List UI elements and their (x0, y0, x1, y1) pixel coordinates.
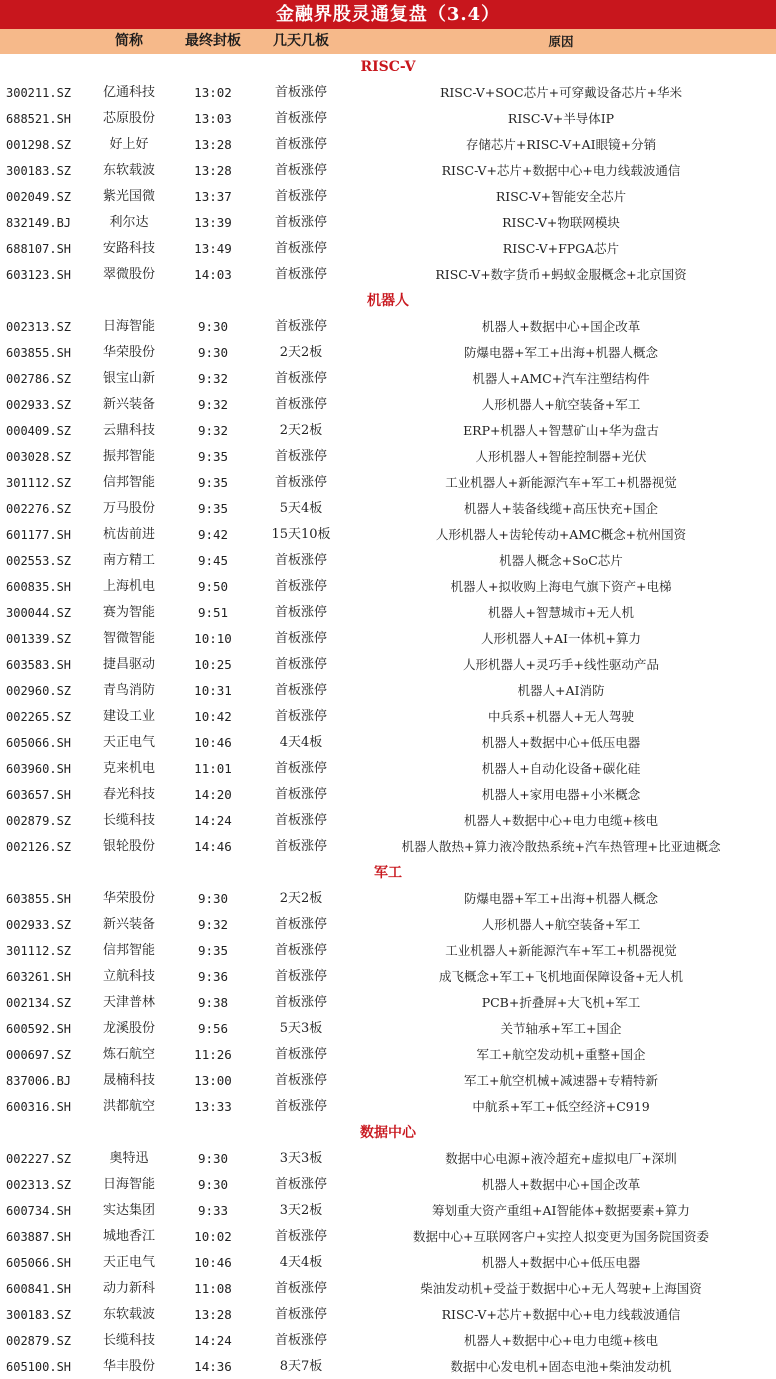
stock-name: 动力新科 (102, 1281, 155, 1296)
board-count: 首板涨停 (274, 683, 327, 698)
table-row (0, 1250, 776, 1276)
limit-up-time: 13:37 (194, 189, 232, 204)
stock-code: 300211.SZ (6, 86, 72, 100)
table-row (0, 80, 776, 106)
limit-up-time: 13:28 (194, 137, 232, 152)
stock-name: 上海机电 (102, 579, 155, 594)
board-count: 首板涨停 (274, 813, 327, 828)
board-count: 2天2板 (279, 423, 323, 438)
table-row (0, 496, 776, 522)
reason-text: 机器人+数据中心+低压电器 (481, 735, 641, 750)
board-count: 首板涨停 (274, 553, 327, 568)
limit-up-time: 9:45 (197, 553, 229, 568)
reason-text: 关节轴承+军工+国企 (500, 1021, 622, 1036)
table-row (0, 990, 776, 1016)
stock-code: 002879.SZ (6, 814, 72, 828)
limit-up-time: 13:03 (194, 111, 232, 126)
stock-code: 002960.SZ (6, 684, 72, 698)
limit-up-time: 13:39 (194, 215, 232, 230)
limit-up-time: 10:46 (194, 735, 232, 750)
stock-name: 天津普林 (102, 995, 155, 1010)
stock-code: 001339.SZ (6, 632, 72, 646)
board-count: 首板涨停 (274, 1333, 327, 1348)
stock-name: 实达集团 (102, 1203, 155, 1218)
limit-up-time: 14:24 (194, 813, 232, 828)
table-header (0, 29, 776, 54)
table-row (0, 1016, 776, 1042)
stock-code: 003028.SZ (6, 450, 72, 464)
stock-name: 新兴装备 (102, 397, 155, 412)
stock-name: 翠微股份 (102, 267, 155, 282)
table-row (0, 444, 776, 470)
section-heading (0, 54, 776, 80)
stock-code: 002313.SZ (6, 1178, 72, 1192)
table-row (0, 210, 776, 236)
reason-text: ERP+机器人+智慧矿山+华为盘古 (463, 423, 659, 438)
stock-code: 688521.SH (6, 112, 72, 126)
board-count: 3天2板 (279, 1203, 323, 1218)
table-row (0, 262, 776, 288)
reason-text: RISC-V+芯片+数据中心+电力线载波通信 (441, 163, 681, 178)
stock-name: 振邦智能 (102, 449, 155, 464)
limit-up-time: 14:46 (194, 839, 232, 854)
reason-text: 中兵系+机器人+无人驾驶 (488, 709, 634, 724)
reason-text: 人形机器人+航空装备+军工 (481, 397, 641, 412)
stock-code: 688107.SH (6, 242, 72, 256)
header-name: 简称 (115, 33, 143, 49)
board-count: 首板涨停 (274, 1281, 327, 1296)
stock-code: 603960.SH (6, 762, 72, 776)
reason-text: 机器人+数据中心+低压电器 (481, 1255, 641, 1270)
board-count: 首板涨停 (274, 839, 327, 854)
stock-code: 300183.SZ (6, 164, 72, 178)
stock-code: 837006.BJ (6, 1074, 72, 1088)
stock-code: 002049.SZ (6, 190, 72, 204)
reason-text: 存储芯片+RISC-V+AI眼镜+分销 (465, 137, 657, 152)
limit-up-time: 13:49 (194, 241, 232, 256)
reason-text: PCB+折叠屏+大飞机+军工 (481, 995, 641, 1010)
table-row (0, 1224, 776, 1250)
board-count: 4天4板 (279, 735, 323, 750)
stock-name: 城地香江 (102, 1229, 155, 1244)
stock-name: 青鸟消防 (102, 683, 155, 698)
reason-text: 数据中心电源+液冷超充+虚拟电厂+深圳 (445, 1151, 677, 1166)
table-row (0, 730, 776, 756)
stock-code: 603887.SH (6, 1230, 72, 1244)
reason-text: 机器人散热+算力液冷散热系统+汽车热管理+比亚迪概念 (401, 839, 721, 854)
table-row (0, 704, 776, 730)
board-count: 首板涨停 (274, 267, 327, 282)
stock-code: 600316.SH (6, 1100, 72, 1114)
limit-up-time: 9:33 (197, 1203, 229, 1218)
stock-code: 002933.SZ (6, 918, 72, 932)
board-count: 首板涨停 (274, 605, 327, 620)
table-body (0, 54, 776, 1379)
limit-up-time: 10:46 (194, 1255, 232, 1270)
section-heading-label: 机器人 (367, 293, 409, 309)
table-row (0, 548, 776, 574)
stock-code: 002933.SZ (6, 398, 72, 412)
stock-name: 华荣股份 (102, 891, 155, 906)
stock-code: 002879.SZ (6, 1334, 72, 1348)
limit-up-time: 9:32 (197, 917, 229, 932)
board-count: 首板涨停 (274, 969, 327, 984)
table-row (0, 106, 776, 132)
reason-text: 机器人+智慧城市+无人机 (488, 605, 634, 620)
stock-name: 安路科技 (102, 241, 155, 256)
table-row (0, 236, 776, 262)
stock-code: 301112.SZ (6, 944, 72, 958)
board-count: 首板涨停 (274, 943, 327, 958)
board-count: 首板涨停 (274, 995, 327, 1010)
reason-text: 人形机器人+智能控制器+光伏 (475, 449, 647, 464)
table-row (0, 1198, 776, 1224)
stock-name: 信邦智能 (102, 943, 155, 958)
reason-text: 机器人+数据中心+电力电缆+核电 (464, 813, 658, 828)
limit-up-time: 14:36 (194, 1359, 232, 1374)
stock-code: 001298.SZ (6, 138, 72, 152)
limit-up-time: 9:35 (197, 943, 229, 958)
reason-text: 机器人+拟收购上海电气旗下资产+电梯 (450, 579, 672, 594)
reason-text: RISC-V+数字货币+蚂蚁金服概念+北京国资 (435, 267, 687, 282)
stock-code: 601177.SH (6, 528, 72, 542)
reason-text: 机器人+AI消防 (517, 683, 605, 698)
stock-name: 天正电气 (102, 1255, 155, 1270)
board-count: 首板涨停 (274, 475, 327, 490)
stock-name: 南方精工 (102, 553, 155, 568)
stock-code: 002553.SZ (6, 554, 72, 568)
table-row (0, 808, 776, 834)
stock-name: 信邦智能 (102, 475, 155, 490)
reason-text: 数据中心+互联网客户+实控人拟变更为国务院国资委 (413, 1229, 709, 1244)
board-count: 首板涨停 (274, 111, 327, 126)
reason-text: 机器人+数据中心+电力电缆+核电 (464, 1333, 658, 1348)
board-count: 首板涨停 (274, 1307, 327, 1322)
reason-text: 军工+航空发动机+重整+国企 (476, 1047, 646, 1062)
limit-up-time: 14:03 (194, 267, 232, 282)
page-title: 金融界股灵通复盘（3.4） (0, 0, 776, 29)
stock-code: 600841.SH (6, 1282, 72, 1296)
reason-text: 机器人+自动化设备+碳化硅 (481, 761, 641, 776)
stock-name: 杭齿前进 (102, 527, 155, 542)
reason-text: 人形机器人+AI一体机+算力 (481, 631, 641, 646)
header-code (0, 29, 88, 54)
board-count: 15天10板 (271, 527, 331, 542)
table-row (0, 418, 776, 444)
table-row (0, 470, 776, 496)
limit-up-time: 9:50 (197, 579, 229, 594)
section-heading (0, 1120, 776, 1146)
reason-text: 人形机器人+齿轮传动+AMC概念+杭州国资 (435, 527, 687, 542)
stock-name: 新兴装备 (102, 917, 155, 932)
table-row (0, 964, 776, 990)
board-count: 首板涨停 (274, 137, 327, 152)
header-reason: 原因 (548, 34, 574, 49)
reason-text: 机器人+数据中心+国企改革 (481, 319, 641, 334)
stock-name: 东软载波 (102, 163, 155, 178)
board-count: 首板涨停 (274, 709, 327, 724)
board-count: 5天4板 (279, 501, 323, 516)
table-row (0, 1276, 776, 1302)
table-row (0, 340, 776, 366)
table-row (0, 1354, 776, 1379)
board-count: 首板涨停 (274, 371, 327, 386)
board-count: 首板涨停 (274, 189, 327, 204)
limit-up-time: 9:32 (197, 423, 229, 438)
reason-text: RISC-V+物联网模块 (502, 215, 620, 230)
stock-code: 600592.SH (6, 1022, 72, 1036)
stock-name: 长缆科技 (102, 813, 155, 828)
stock-name: 立航科技 (102, 969, 155, 984)
board-count: 首板涨停 (274, 1099, 327, 1114)
stock-name: 长缆科技 (102, 1333, 155, 1348)
limit-up-time: 9:30 (197, 345, 229, 360)
reason-text: RISC-V+智能安全芯片 (495, 189, 627, 204)
stock-code: 002313.SZ (6, 320, 72, 334)
board-count: 首板涨停 (274, 85, 327, 100)
limit-up-time: 14:20 (194, 787, 232, 802)
table-row (0, 756, 776, 782)
table-row (0, 366, 776, 392)
reason-text: RISC-V+半导体IP (507, 111, 615, 126)
table-row (0, 1328, 776, 1354)
section-heading-label: RISC-V (360, 59, 416, 75)
table-row (0, 782, 776, 808)
board-count: 5天3板 (279, 1021, 323, 1036)
stock-name: 日海智能 (102, 319, 155, 334)
limit-up-time: 9:30 (197, 1151, 229, 1166)
table-row (0, 678, 776, 704)
board-count: 4天4板 (279, 1255, 323, 1270)
limit-up-time: 14:24 (194, 1333, 232, 1348)
limit-up-time: 10:25 (194, 657, 232, 672)
table-row (0, 1302, 776, 1328)
board-count: 首板涨停 (274, 761, 327, 776)
stock-name: 日海智能 (102, 1177, 155, 1192)
board-count: 2天2板 (279, 891, 323, 906)
limit-up-time: 10:42 (194, 709, 232, 724)
limit-up-time: 10:31 (194, 683, 232, 698)
stock-name: 洪都航空 (102, 1099, 155, 1114)
table-row (0, 522, 776, 548)
reason-text: 筹划重大资产重组+AI智能体+数据要素+算力 (432, 1203, 690, 1218)
stock-code: 605066.SH (6, 736, 72, 750)
limit-up-time: 9:32 (197, 397, 229, 412)
table-row (0, 1172, 776, 1198)
limit-up-time: 9:38 (197, 995, 229, 1010)
stock-name: 智微智能 (102, 631, 155, 646)
table-row (0, 1094, 776, 1120)
limit-up-time: 9:35 (197, 475, 229, 490)
table-row (0, 574, 776, 600)
table-row (0, 184, 776, 210)
limit-up-time: 13:02 (194, 85, 232, 100)
reason-text: 机器人+数据中心+国企改革 (481, 1177, 641, 1192)
stock-code: 002786.SZ (6, 372, 72, 386)
board-count: 首板涨停 (274, 215, 327, 230)
limit-up-time: 9:30 (197, 319, 229, 334)
board-count: 2天2板 (279, 345, 323, 360)
stock-code: 832149.BJ (6, 216, 72, 230)
stock-code: 605100.SH (6, 1360, 72, 1374)
stock-code: 002227.SZ (6, 1152, 72, 1166)
table-row (0, 158, 776, 184)
limit-up-time: 13:28 (194, 1307, 232, 1322)
stock-code: 603855.SH (6, 346, 72, 360)
table-row (0, 912, 776, 938)
stock-name: 奥特迅 (109, 1151, 149, 1166)
reason-text: 军工+航空机械+减速器+专精特新 (464, 1073, 658, 1088)
reason-text: RISC-V+SOC芯片+可穿戴设备芯片+华米 (439, 85, 683, 100)
table-row (0, 886, 776, 912)
stock-name: 春光科技 (102, 787, 155, 802)
stock-code: 600734.SH (6, 1204, 72, 1218)
limit-up-time: 9:42 (197, 527, 229, 542)
stock-code: 000697.SZ (6, 1048, 72, 1062)
reason-text: 机器人+家用电器+小米概念 (481, 787, 641, 802)
board-count: 首板涨停 (274, 579, 327, 594)
board-count: 首板涨停 (274, 1073, 327, 1088)
header-time: 最终封板 (185, 33, 241, 49)
stock-name: 紫光国微 (102, 189, 155, 204)
stock-name: 银宝山新 (102, 371, 155, 386)
board-count: 首板涨停 (274, 1047, 327, 1062)
stock-code: 002126.SZ (6, 840, 72, 854)
stock-name: 炼石航空 (102, 1047, 155, 1062)
board-count: 首板涨停 (274, 787, 327, 802)
limit-up-time: 9:56 (197, 1021, 229, 1036)
reason-text: 机器人+装备线缆+高压快充+国企 (464, 501, 658, 516)
stock-name: 华荣股份 (102, 345, 155, 360)
board-count: 首板涨停 (274, 163, 327, 178)
stock-code: 000409.SZ (6, 424, 72, 438)
reason-text: 柴油发动机+受益于数据中心+无人驾驶+上海国资 (420, 1281, 702, 1296)
reason-text: 人形机器人+灵巧手+线性驱动产品 (463, 657, 659, 672)
table-row (0, 392, 776, 418)
stock-name: 赛为智能 (102, 605, 155, 620)
table-row (0, 626, 776, 652)
stock-code: 605066.SH (6, 1256, 72, 1270)
limit-up-time: 9:32 (197, 371, 229, 386)
table-row (0, 132, 776, 158)
reason-text: 防爆电器+军工+出海+机器人概念 (464, 891, 658, 906)
reason-text: 成飞概念+军工+飞机地面保障设备+无人机 (439, 969, 683, 984)
table-row (0, 314, 776, 340)
limit-up-time: 10:02 (194, 1229, 232, 1244)
section-heading (0, 860, 776, 886)
stock-name: 晟楠科技 (102, 1073, 155, 1088)
limit-up-time: 13:00 (194, 1073, 232, 1088)
limit-up-time: 10:10 (194, 631, 232, 646)
table-row (0, 938, 776, 964)
stock-name: 亿通科技 (102, 85, 155, 100)
stock-code: 002276.SZ (6, 502, 72, 516)
limit-up-time: 9:35 (197, 501, 229, 516)
stock-name: 建设工业 (102, 709, 155, 724)
header-days: 几天几板 (273, 33, 329, 49)
reason-text: 工业机器人+新能源汽车+军工+机器视觉 (445, 475, 677, 490)
board-count: 首板涨停 (274, 657, 327, 672)
stock-name: 银轮股份 (102, 839, 155, 854)
stock-name: 芯原股份 (102, 111, 155, 126)
limit-up-time: 9:36 (197, 969, 229, 984)
stock-code: 603123.SH (6, 268, 72, 282)
limit-up-time: 9:35 (197, 449, 229, 464)
section-heading (0, 288, 776, 314)
limit-up-time: 13:33 (194, 1099, 232, 1114)
stock-code: 301112.SZ (6, 476, 72, 490)
reason-text: 防爆电器+军工+出海+机器人概念 (464, 345, 658, 360)
stock-code: 603261.SH (6, 970, 72, 984)
reason-text: 机器人概念+SoC芯片 (499, 553, 623, 568)
table-row (0, 834, 776, 860)
reason-text: 机器人+AMC+汽车注塑结构件 (472, 371, 650, 386)
reason-text: 数据中心发电机+固态电池+柴油发动机 (450, 1359, 672, 1374)
stock-name: 好上好 (109, 137, 149, 152)
limit-up-time: 13:28 (194, 163, 232, 178)
table-row (0, 1068, 776, 1094)
reason-text: RISC-V+芯片+数据中心+电力线载波通信 (441, 1307, 681, 1322)
stock-name: 利尔达 (109, 215, 149, 230)
reason-text: 人形机器人+航空装备+军工 (481, 917, 641, 932)
board-count: 首板涨停 (274, 397, 327, 412)
board-count: 8天7板 (279, 1359, 323, 1374)
stock-code: 603855.SH (6, 892, 72, 906)
stock-code: 603583.SH (6, 658, 72, 672)
stock-code: 603657.SH (6, 788, 72, 802)
limit-up-time: 11:26 (194, 1047, 232, 1062)
limit-up-time: 11:01 (194, 761, 232, 776)
stock-name: 克来机电 (102, 761, 155, 776)
board-count: 首板涨停 (274, 631, 327, 646)
stock-code: 002265.SZ (6, 710, 72, 724)
limit-up-time: 11:08 (194, 1281, 232, 1296)
stock-code: 600835.SH (6, 580, 72, 594)
stock-code: 300183.SZ (6, 1308, 72, 1322)
board-count: 首板涨停 (274, 917, 327, 932)
section-heading-label: 数据中心 (360, 1125, 416, 1141)
stock-name: 东软载波 (102, 1307, 155, 1322)
board-count: 首板涨停 (274, 241, 327, 256)
limit-up-time: 9:51 (197, 605, 229, 620)
reason-text: 中航系+军工+低空经济+C919 (472, 1099, 650, 1114)
board-count: 首板涨停 (274, 449, 327, 464)
stock-name: 华丰股份 (102, 1359, 155, 1374)
stock-name: 云鼎科技 (102, 423, 155, 438)
limit-up-time: 9:30 (197, 1177, 229, 1192)
board-count: 首板涨停 (274, 1229, 327, 1244)
limit-up-time: 9:30 (197, 891, 229, 906)
reason-text: RISC-V+FPGA芯片 (502, 241, 620, 256)
reason-text: 工业机器人+新能源汽车+军工+机器视觉 (445, 943, 677, 958)
table-row (0, 1146, 776, 1172)
table-row (0, 1042, 776, 1068)
board-count: 3天3板 (279, 1151, 323, 1166)
board-count: 首板涨停 (274, 1177, 327, 1192)
stock-name: 龙溪股份 (102, 1021, 155, 1036)
table-row (0, 600, 776, 626)
section-heading-label: 军工 (374, 865, 402, 881)
stock-name: 捷昌驱动 (102, 657, 155, 672)
board-count: 首板涨停 (274, 319, 327, 334)
table-row (0, 652, 776, 678)
stock-code: 300044.SZ (6, 606, 72, 620)
stock-name: 万马股份 (102, 501, 155, 516)
stock-name: 天正电气 (102, 735, 155, 750)
stock-code: 002134.SZ (6, 996, 72, 1010)
